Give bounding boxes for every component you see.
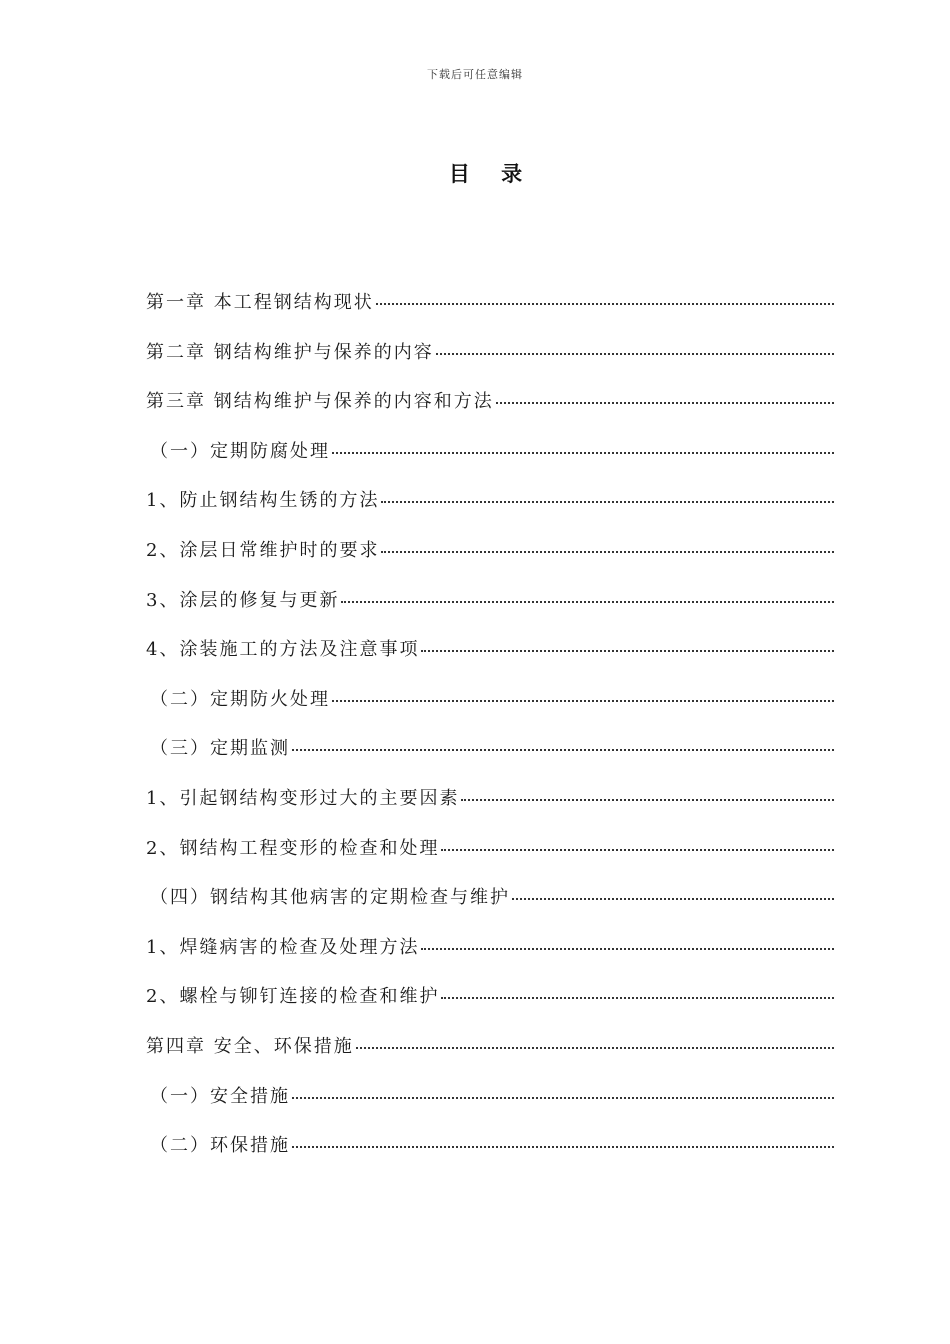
- toc-entry[interactable]: [146, 387, 834, 437]
- page-title: 目 录: [448, 161, 535, 186]
- toc-entry[interactable]: [146, 982, 834, 1032]
- toc-entry[interactable]: [146, 288, 834, 338]
- toc-entry[interactable]: [146, 437, 834, 487]
- toc-entry[interactable]: [146, 1131, 834, 1181]
- toc-dot-leader: [436, 353, 834, 355]
- toc-dot-leader: [376, 303, 834, 305]
- toc-dot-leader: [381, 501, 834, 503]
- toc-entry[interactable]: [146, 933, 834, 983]
- toc-entry[interactable]: [146, 734, 834, 784]
- toc-dot-leader: [292, 1097, 834, 1099]
- toc-entry-text: 3、涂层的修复与更新: [146, 589, 340, 611]
- toc-entry-text: 1、引起钢结构变形过大的主要因素: [146, 787, 460, 809]
- toc-entry[interactable]: [146, 1082, 834, 1132]
- toc-entry[interactable]: [146, 486, 834, 536]
- toc-dot-leader: [461, 799, 834, 801]
- toc-entry-text: 4、涂装施工的方法及注意事项: [146, 639, 420, 661]
- header-note: 下载后可任意编辑: [427, 68, 523, 81]
- toc-dot-leader: [292, 1146, 834, 1148]
- toc-entry-text: 第三章 钢结构维护与保养的内容和方法: [146, 391, 494, 413]
- toc-entry-text: （二）定期防火处理: [150, 688, 330, 710]
- toc-entry[interactable]: [146, 883, 834, 933]
- toc-entry[interactable]: [146, 536, 834, 586]
- toc-dot-leader: [332, 452, 834, 454]
- toc-dot-leader: [421, 650, 834, 652]
- toc-dot-leader: [356, 1047, 834, 1049]
- toc-dot-leader: [496, 402, 834, 404]
- toc-entry-text: （一）安全措施: [150, 1085, 290, 1107]
- toc-entry[interactable]: [146, 586, 834, 636]
- table-of-contents: [146, 288, 834, 1181]
- toc-dot-leader: [441, 997, 834, 999]
- toc-dot-leader: [341, 601, 834, 603]
- toc-entry-text: 2、螺栓与铆钉连接的检查和维护: [146, 986, 440, 1008]
- toc-entry-text: （一）定期防腐处理: [150, 440, 330, 462]
- toc-entry-text: 第一章 本工程钢结构现状: [146, 292, 374, 313]
- toc-dot-leader: [421, 948, 834, 950]
- toc-entry[interactable]: [146, 834, 834, 884]
- toc-entry-text: 第二章 钢结构维护与保养的内容: [146, 341, 434, 363]
- toc-entry-text: （二）环保措施: [150, 1135, 290, 1157]
- toc-entry[interactable]: [146, 784, 834, 834]
- toc-dot-leader: [332, 700, 834, 702]
- toc-entry-text: （三）定期监测: [150, 738, 290, 760]
- toc-entry[interactable]: [146, 685, 834, 735]
- toc-entry[interactable]: [146, 338, 834, 388]
- toc-entry-text: 2、涂层日常维护时的要求: [146, 539, 380, 561]
- toc-entry-text: （四）钢结构其他病害的定期检查与维护: [150, 887, 510, 909]
- toc-entry-text: 1、防止钢结构生锈的方法: [146, 490, 380, 512]
- toc-entry[interactable]: [146, 635, 834, 685]
- toc-dot-leader: [512, 898, 834, 900]
- toc-dot-leader: [441, 849, 834, 851]
- toc-dot-leader: [292, 749, 834, 751]
- toc-entry-text: 第四章 安全、环保措施: [146, 1035, 354, 1057]
- toc-entry-text: 2、钢结构工程变形的检查和处理: [146, 837, 440, 859]
- toc-entry[interactable]: [146, 1032, 834, 1082]
- toc-entry-text: 1、焊缝病害的检查及处理方法: [146, 936, 420, 958]
- toc-dot-leader: [381, 551, 834, 553]
